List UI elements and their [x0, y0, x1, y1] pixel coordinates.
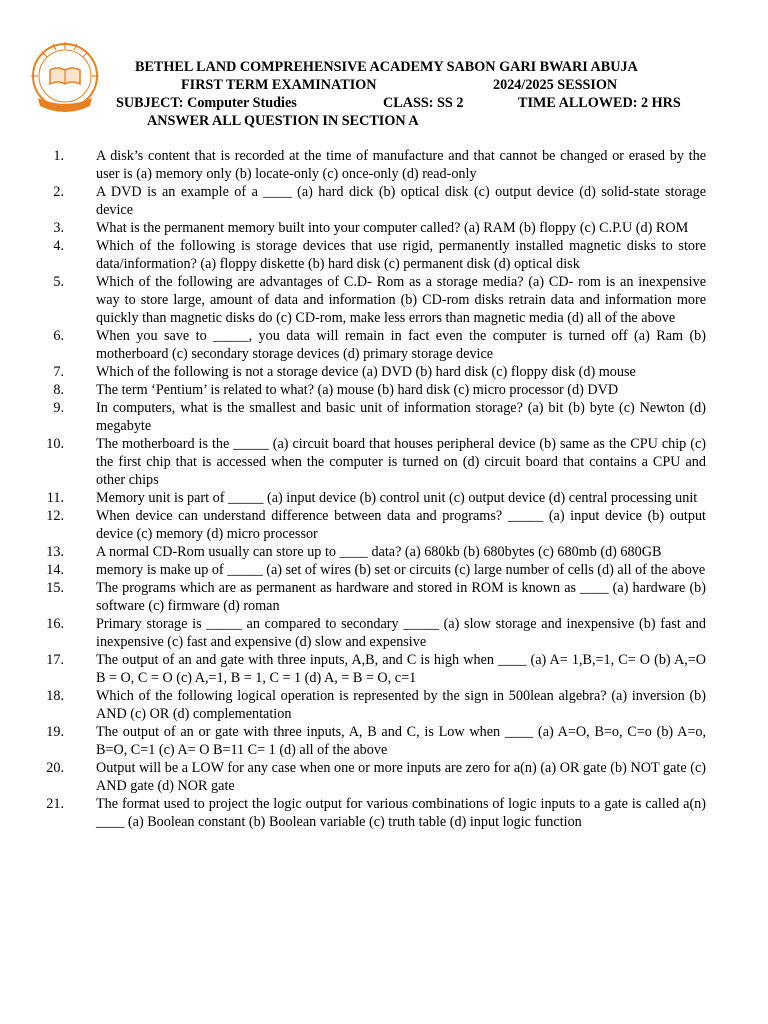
question-text: The format used to project the logic output for various combinations of logic inputs to a gate is called a(n) ____ (a) Boolean constant (b) Boolean variable (c) truth table (d) input logic function [96, 796, 706, 830]
question-number: 19. [46, 724, 64, 740]
question-item [40, 219, 706, 237]
question-item [40, 651, 706, 687]
question-number: 15. [46, 580, 64, 596]
question-number: 2. [53, 184, 64, 200]
question-text: The term ‘Pentium’ is related to what? (a) mouse (b) hard disk (c) micro processor (d) DVD [96, 382, 619, 398]
question-number: 11. [46, 490, 64, 506]
question-number: 4. [53, 238, 64, 254]
instruction: ANSWER ALL QUESTION IN SECTION A [147, 113, 419, 129]
question-text: Which of the following is not a storage device (a) DVD (b) hard disk (c) floppy disk (d) mouse [96, 364, 636, 380]
question-number: 6. [53, 328, 64, 344]
question-item [40, 759, 706, 795]
question-item [40, 615, 706, 651]
question-item [40, 273, 706, 327]
question-text: Which of the following logical operation is represented by the sign in 500lean algebra? (a) inversion (b) AND (c) OR (d) complementation [96, 688, 706, 722]
question-text: The output of an or gate with three inputs, A, B and C, is Low when ____ (a) A=O, B=o, C=o (b) A=o, B=O, C=1 (c) A= O B=11 C= 1 (d) all of the above [96, 724, 706, 758]
question-item [40, 381, 706, 399]
question-number: 13. [46, 544, 64, 560]
question-text: Primary storage is _____ an compared to secondary _____ (a) slow storage and inexpensive (b) fast and inexpensive (c) fast and expensive (d) slow and expensive [96, 616, 706, 650]
question-text: Memory unit is part of _____ (a) input device (b) control unit (c) output device (d) central processing unit [96, 490, 698, 506]
school-name: BETHEL LAND COMPREHENSIVE ACADEMY SABON GARI BWARI ABUJA [135, 59, 638, 75]
exam-title: FIRST TERM EXAMINATION [181, 77, 377, 93]
question-item [40, 237, 706, 273]
question-item [40, 147, 706, 183]
question-text: Which of the following are advantages of C.D- Rom as a storage media? (a) CD- rom is an inexpensive way to store large, amount of data and information (b) CD-rom disks retrain data and information more quickly than magnetic disks do (c) CD-rom, make less errors than magnetic media (d) all of the above [96, 274, 706, 326]
question-number: 1. [53, 148, 64, 164]
question-text: In computers, what is the smallest and basic unit of information storage? (a) bit (b) byte (c) Newton (d) megabyte [96, 400, 706, 434]
question-number: 20. [46, 760, 64, 776]
question-text: The output of an and gate with three inputs, A,B, and C is high when ____ (a) A= 1,B,=1, C= O (b) A,=O B = O, C = O (c) A,=1, B = 1, C = 1 (d) A, = B = O, c=1 [96, 652, 706, 686]
question-item [40, 723, 706, 759]
question-text: Output will be a LOW for any case when one or more inputs are zero for a(n) (a) OR gate (b) NOT gate (c) AND gate (d) NOR gate [96, 760, 706, 794]
question-text: When you save to _____, you data will remain in fact even the computer is turned off (a) Ram (b) motherboard (c) secondary storage devices (d) primary storage device [96, 328, 706, 362]
exam-header [0, 58, 768, 130]
question-item [40, 327, 706, 363]
question-number: 12. [46, 508, 64, 524]
question-number: 8. [53, 382, 64, 398]
question-text: When device can understand difference between data and programs? _____ (a) input device (b) output device (c) memory (d) micro processor [96, 508, 706, 542]
question-item [40, 507, 706, 543]
question-text: A DVD is an example of a ____ (a) hard dick (b) optical disk (c) output device (d) solid-state storage device [96, 184, 706, 218]
question-text: The motherboard is the _____ (a) circuit board that houses peripheral device (b) same as the CPU chip (c) the first chip that is accessed when the computer is turned on (d) circuit board that contains a CPU and other chips [96, 436, 706, 488]
question-item [40, 795, 706, 831]
question-number: 10. [46, 436, 64, 452]
question-text: memory is make up of _____ (a) set of wires (b) set or circuits (c) large number of cells (d) all of the above [96, 562, 706, 578]
session: 2024/2025 SESSION [493, 77, 618, 93]
question-text: Which of the following is storage devices that use rigid, permanently installed magnetic disks to store data/information? (a) floppy diskette (b) hard disk (c) permanent disk (d) optical disk [96, 238, 706, 272]
question-text: What is the permanent memory built into your computer called? (a) RAM (b) floppy (c) C.P.U (d) ROM [96, 220, 689, 236]
question-item [40, 399, 706, 435]
question-number: 5. [53, 274, 64, 290]
subject: SUBJECT: Computer Studies [116, 95, 297, 111]
question-item [40, 183, 706, 219]
question-number: 17. [46, 652, 64, 668]
question-text: A normal CD-Rom usually can store up to ____ data? (a) 680kb (b) 680bytes (c) 680mb (d) 680GB [96, 544, 662, 560]
question-text: The programs which are as permanent as hardware and stored in ROM is known as ____ (a) hardware (b) software (c) firmware (d) roman [96, 580, 706, 614]
question-item [40, 435, 706, 489]
question-item [40, 561, 706, 579]
question-number: 16. [46, 616, 64, 632]
question-number: 21. [46, 796, 64, 812]
question-number: 3. [53, 220, 64, 236]
question-item [40, 543, 706, 561]
question-text: A disk’s content that is recorded at the time of manufacture and that cannot be changed or erased by the user is (a) memory only (b) locate-only (c) once-only (d) read-only [96, 148, 706, 182]
question-item [40, 687, 706, 723]
question-item [40, 363, 706, 381]
question-list [40, 147, 706, 831]
class: CLASS: SS 2 [383, 95, 464, 111]
question-number: 18. [46, 688, 64, 704]
question-number: 7. [53, 364, 64, 380]
question-number: 9. [53, 400, 64, 416]
question-item [40, 579, 706, 615]
question-item [40, 489, 706, 507]
question-number: 14. [46, 562, 64, 578]
time-allowed: TIME ALLOWED: 2 HRS [518, 95, 681, 111]
